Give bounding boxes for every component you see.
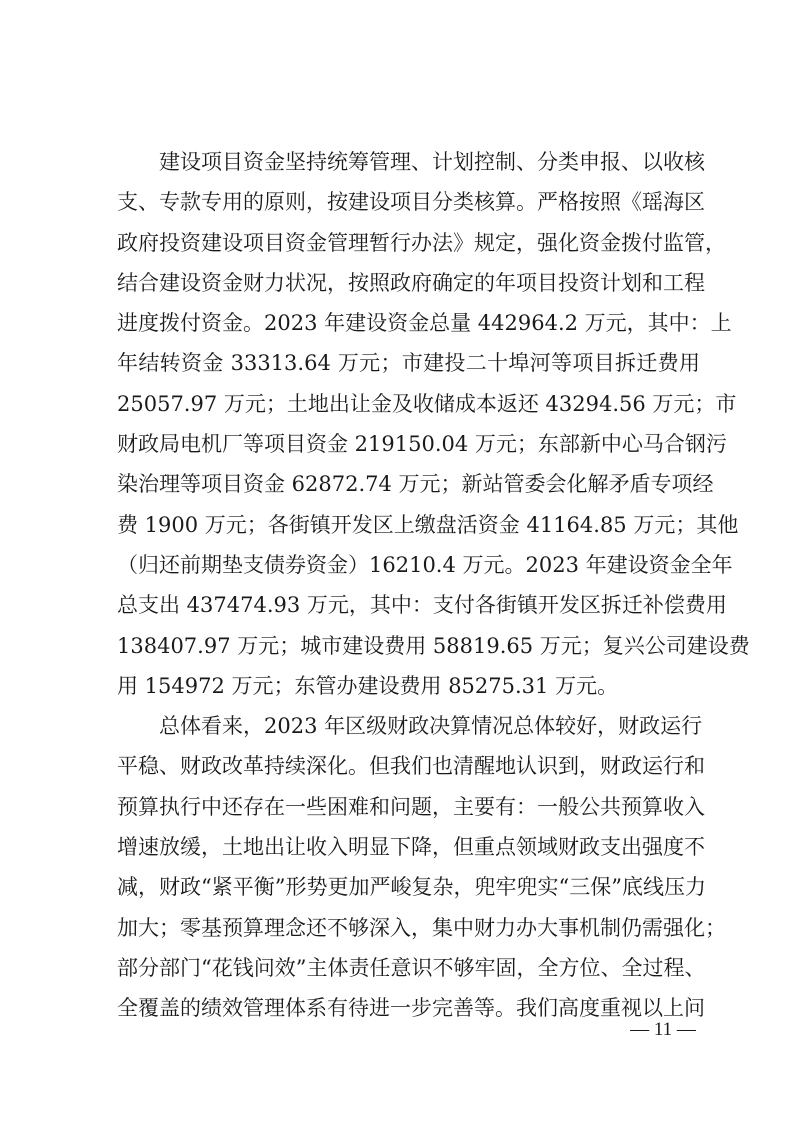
text-line: 预算执行中还存在一些困难和问题，主要有：一般公共预算收入 — [117, 794, 705, 819]
page-number: — 11 — — [630, 1019, 696, 1040]
body-text — [117, 142, 750, 1029]
text-line: 总体看来，2023 年区级财政决算情况总体较好，财政运行 — [159, 714, 703, 739]
text-line: 年结转资金 33313.64 万元；市建投二十埠河等项目拆迁费用 — [117, 351, 700, 376]
text-line: 政府投资建设项目资金管理暂行办法》规定，强化资金拨付监管， — [117, 230, 726, 255]
text-line: 费 1900 万元；各街镇开发区上缴盘活资金 41164.85 万元；其他 — [117, 512, 739, 537]
text-line: 增速放缓，土地出让收入明显下降，但重点领域财政支出强度不 — [117, 835, 705, 860]
text-line: 进度拨付资金。2023 年建设资金总量 442964.2 万元，其中：上 — [117, 311, 732, 336]
text-line: 结合建设资金财力状况，按照政府确定的年项目投资计划和工程 — [117, 270, 705, 295]
text-line: 建设项目资金坚持统筹管理、计划控制、分类申报、以收核 — [159, 150, 705, 174]
text-line: （归还前期垫支债券资金）16210.4 万元。2023 年建设资金全年 — [117, 552, 733, 577]
text-line: 支、专款专用的原则，按建设项目分类核算。严格按照《瑶海区 — [117, 190, 705, 215]
paragraph-1 — [117, 142, 750, 706]
paragraph-2 — [117, 706, 726, 1028]
text-line: 138407.97 万元；城市建设费用 58819.65 万元；复兴公司建设费 — [117, 633, 750, 658]
text-line: 减，财政“紧平衡”形势更加严峻复杂，兜牢兜实“三保”底线压力 — [117, 875, 706, 900]
text-line: 部分部门“花钱问效”主体责任意识不够牢固，全方位、全过程、 — [117, 955, 706, 980]
text-line: 总支出 437474.93 万元，其中：支付各街镇开发区拆迁补偿费用 — [117, 593, 727, 618]
text-line: 加大；零基预算理念还不够深入，集中财力办大事机制仍需强化； — [117, 915, 726, 940]
text-line: 25057.97 万元；土地出让金及收储成本返还 43294.56 万元；市 — [117, 391, 737, 416]
text-line: 平稳、财政改革持续深化。但我们也清醒地认识到，财政运行和 — [117, 754, 705, 779]
text-line: 用 154972 万元；东管办建设费用 85275.31 万元。 — [117, 673, 619, 698]
text-line: 全覆盖的绩效管理体系有待进一步完善等。我们高度重视以上问 — [117, 996, 705, 1021]
text-line: 财政局电机厂等项目资金 219150.04 万元；东部新中心马合钢污 — [117, 432, 727, 457]
text-line: 染治理等项目资金 62872.74 万元；新站管委会化解矛盾专项经 — [117, 472, 714, 497]
